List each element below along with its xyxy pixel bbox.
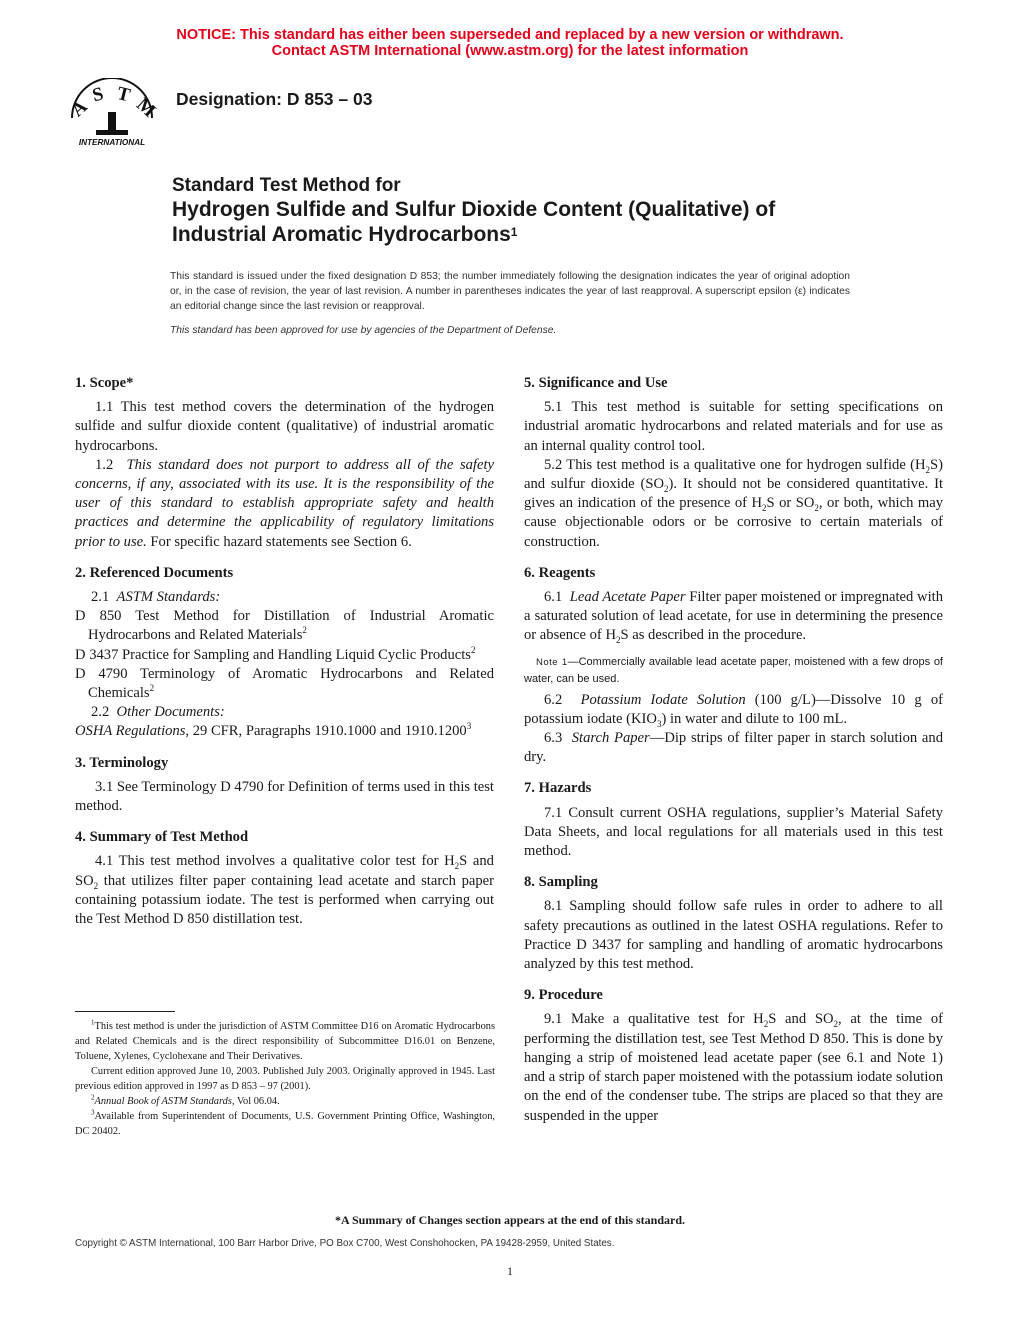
para-8-1: 8.1 Sampling should follow safe rules in order to adhere to all safety precautions as outlined in the latest OSHA regulations. Refer to Practice D 3437 for sampling and handling of aromatic hydrocarbons analyzed by this test method. [524,898,943,973]
notice-line-1: NOTICE: This standard has either been superseded and replaced by a new version or withdrawn. [176,27,844,43]
para-9-1: 9.1 Make a qualitative test for $H_2S$ and $SO_2$, at the time of performing the distillation test, see Test Method D 850. This is done by hanging a strip of moistened lead acetate paper (see 6.1 and Note 1) and a strip of starch paper moistened with the potassium iodate solution on the end of the condenser tube. The strips are placed so that they are suspended in the upper [524,1011,943,1124]
para-4-1: 4.1 This test method involves a qualitative color test for $H_2S$ and $SO_2$ that utilizes filter paper containing lead acetate and starch paper containing potassium iodate. The test is performed when carrying out the Test Method D 850 distillation test. [75,853,494,928]
footnote-3: $^3$Available from Superintendent of Documents, U.S. Government Printing Office, Washington, DC 20402. [75,1108,495,1137]
ref-d3437: D 3437 Practice for Sampling and Handling Liquid Cyclic Products$^2$ [75,644,476,663]
right-column [524,374,943,1126]
para-2-1: 2.1 ASTM Standards: [91,589,221,606]
title-line-3: Industrial Aromatic Hydrocarbons$^1$ [172,223,518,246]
footnote-2: $^2$Annual Book of ASTM Standards, Vol 06.04. [91,1093,280,1107]
ref-d850: D 850 Test Method for Distillation of Industrial Aromatic Hydrocarbons and Related Materials$^2$ [75,608,494,644]
ref-osha: OSHA Regulations, 29 CFR, Paragraphs 1910.1000 and 1910.1200$^3$ [75,721,472,740]
para-1-2: 1.2 This standard does not purport to address all of the safety concerns, if any, associated with its use. It is the responsibility of the user of this standard to establish appropriate safety and health practices and determine the applicability of regulatory limitations prior to use. For specific hazard statements see Section 6. [75,456,494,550]
heading-hazards: 7. Hazards [524,780,592,797]
para-6-1: 6.1 Lead Acetate Paper Filter paper moistened or impregnated with a saturated solution of lead acetate, for use in determining the presence or absence of $H_2S$ as described in the procedure. [524,589,943,646]
para-6-2: 6.2 Potassium Iodate Solution (100 g/L)—Dissolve 10 g of potassium iodate $(KIO_3)$ in water and dilute to 100 mL. [524,691,943,729]
title-line-2: Hydrogen Sulfide and Sulfur Dioxide Content (Qualitative) of [172,198,776,221]
astm-logo-graphic [64,78,160,148]
heading-sampling: 8. Sampling [524,874,598,891]
footnote-1-edition: Current edition approved June 10, 2003. Published July 2003. Originally approved in 1945. Last previous edition approved in 1997 as D 853 – 97 (2001). [75,1066,495,1092]
heading-referenced-documents: 2. Referenced Documents [75,564,234,581]
para-2-2: 2.2 Other Documents: [91,704,225,721]
svg-text:T: T [114,83,133,107]
page-number: 1 [507,1264,513,1278]
left-column [75,374,494,929]
title-line-1: Standard Test Method for [172,175,401,196]
svg-text:A: A [67,96,92,122]
para-5-2: 5.2 This test method is a qualitative one for hydrogen sulfide $(H_2S)$ and sulfur dioxide $(SO_2)$. It should not be considered quantitative. It gives an indication of the presence of $H_2S$ or $SO_2$, or both, which may cause objectionable odors or be corrosive to certain materials of construction. [524,456,943,550]
para-6-3: 6.3 Starch Paper—Dip strips of filter paper in starch solution and dry. [524,730,944,766]
heading-terminology: 3. Terminology [75,754,169,771]
issue-note: This standard is issued under the fixed designation D 853; the number immediately following the designation indicates the year of original adoption or, in the case of revision, the year of last revision. A number in parentheses indicates the year of last reapproval. A superscript epsilon (ε) indicates an editorial change since the last revision or reapproval. [170,271,850,312]
note-1: Note 1—Commercially available lead acetate paper, moistened with a few drops of water, can be used. [524,655,943,685]
para-3-1: 3.1 See Terminology D 4790 for Definition of terms used in this test method. [75,778,494,815]
designation: Designation: D 853 – 03 [176,89,373,109]
heading-procedure: 9. Procedure [524,987,603,1004]
notice-line-2: Contact ASTM International (www.astm.org) for the latest information [271,43,749,59]
summary-of-changes-note: *A Summary of Changes section appears at the end of this standard. [334,1213,686,1227]
footnotes [75,1019,495,1139]
dod-approval-note: This standard has been approved for use by agencies of the Department of Defense. [170,325,557,336]
svg-text:S: S [90,83,106,107]
withdrawal-notice [0,27,1020,59]
footnote-1: $^1$This test method is under the jurisdiction of ASTM Committee D16 on Aromatic Hydrocarbons and Related Chemicals and is the direct responsibility of Subcommittee D16.01 on Benzene, Toluene, Xylenes, Cyclohexane and Their Derivatives. [75,1018,495,1062]
heading-summary: 4. Summary of Test Method [75,829,249,846]
footnote-rule [75,1011,175,1012]
document-title [172,175,892,247]
para-7-1: 7.1 Consult current OSHA regulations, supplier’s Material Safety Data Sheets, and local regulations for all materials used in this test method. [524,804,943,860]
svg-text:M: M [132,94,160,122]
title-footnote-mark: 1 [510,225,518,239]
para-1-1: 1.1 This test method covers the determination of the hydrogen sulfide and sulfur dioxide content (qualitative) of industrial aromatic hydrocarbons. [75,399,494,454]
heading-reagents: 6. Reagents [524,564,596,581]
copyright: Copyright © ASTM International, 100 Barr Harbor Drive, PO Box C700, West Conshohocken, PA 19428-2959, United States. [75,1238,615,1249]
svg-text:INTERNATIONAL: INTERNATIONAL [78,138,146,147]
heading-scope: 1. Scope* [75,375,134,391]
heading-significance: 5. Significance and Use [524,375,668,391]
ref-d4790: D 4790 Terminology of Aromatic Hydrocarbons and Related Chemicals$^2$ [75,665,494,702]
para-5-1: 5.1 This test method is suitable for setting specifications on industrial aromatic hydrocarbons and related materials and for use as an internal quality control tool. [524,399,943,454]
astm-logo [64,78,160,148]
